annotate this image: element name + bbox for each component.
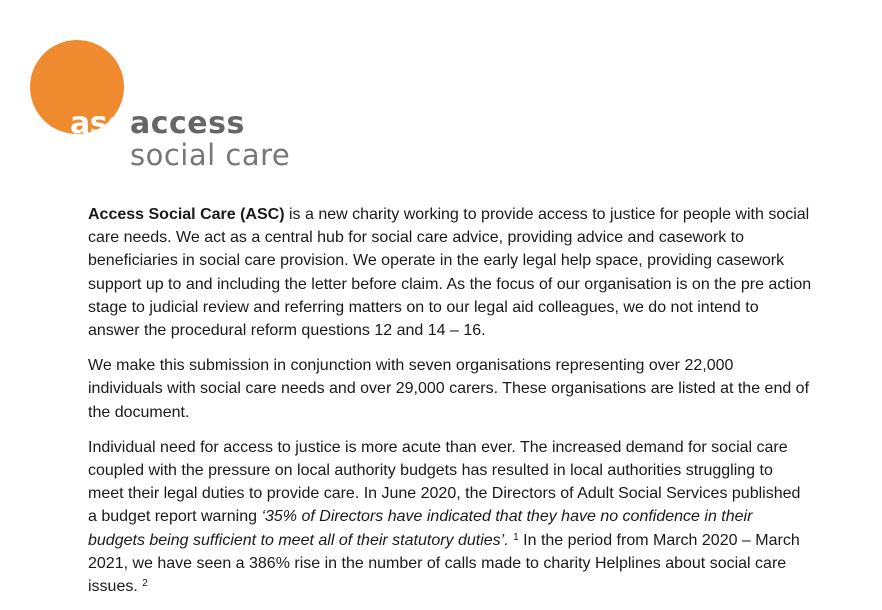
need-text-continued: In the period from March 2020 – March 2021, we have seen a 386% rise in the number of calls made to charity Helplines about social care issues. [88,531,800,596]
asc-logo [30,40,310,175]
footnote-ref-1[interactable]: 1 [513,531,519,543]
need-text: Individual need for access to justice is more acute than ever. The increased demand for social care coupled with the pressure on local authority budgets has resulted in local authorities struggling to meet their legal duties to provide care. In June 2020, the Directors of Adult Social Services published a budget report warning [88,438,801,526]
footnote-ref-2[interactable]: 2 [142,578,148,590]
document-body [88,203,812,610]
logo-mark: asc [70,106,125,141]
logo-text-line2: social care [130,138,291,172]
directors-quote: ‘35% of Directors have indicated that they have no confidence in their budgets being sufficient to meet all of their statutory duties’. [88,508,753,549]
submission-text: We make this submission in conjunction with seven organisations representing over 22,000 individuals with social care needs and over 29,000 carers. These organisations are listed at the end of the document. [88,357,810,421]
submission-paragraph [88,354,812,424]
org-name: Access Social Care (ASC) [88,206,285,223]
need-paragraph [88,436,812,598]
logo-text-line1: access [130,106,245,141]
intro-text: is a new charity working to provide access to justice for people with social care needs. We act as a central hub for social care advice, providing advice and casework to beneficiaries in social care provision. We operate in the early legal help space, providing casework support up to and including the letter before claim. As the focus of our organisation is on the pre action stage to judicial review and referring matters on to our legal aid colleagues, we do not intend to answer the procedural reform questions 12 and 14 – 16. [88,206,812,340]
intro-paragraph [88,203,812,342]
